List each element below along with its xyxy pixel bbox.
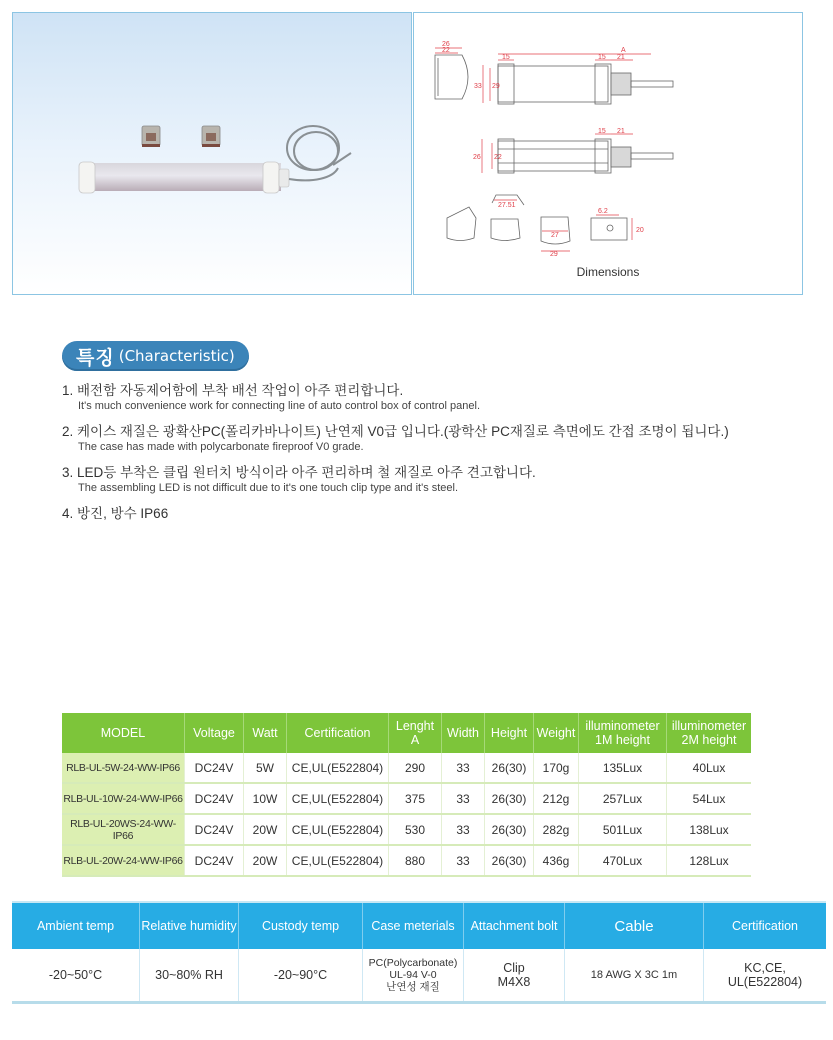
dim-side-height-outer: 26 <box>473 154 481 161</box>
characteristic-title-ko: 특징 <box>76 346 115 369</box>
cell-width: 33 <box>442 783 485 814</box>
mounting-clip-icon <box>202 126 220 147</box>
dim-clip-hole: 6.2 <box>598 208 608 215</box>
dim-side-height-inner: 22 <box>494 154 502 161</box>
spec-table-header <box>12 902 826 949</box>
model-spec-table <box>62 713 751 877</box>
header-custody-temp: Custody temp <box>239 902 363 949</box>
dim-side-cap: 15 <box>598 128 606 135</box>
header-certification: Certification <box>704 902 827 949</box>
value-line: M4X8 <box>497 975 531 989</box>
value: -20~90°C <box>273 968 328 982</box>
value: 18 AWG X 3C 1m <box>590 969 678 981</box>
led-tube-icon <box>79 162 289 193</box>
header-cable: Cable <box>565 902 704 949</box>
feature-list <box>62 382 802 532</box>
header-weight: Weight <box>534 713 579 753</box>
table-row <box>12 949 826 1003</box>
table-row <box>62 783 751 814</box>
cell-length: 530 <box>389 814 442 845</box>
value-line: KC,CE, <box>744 961 786 975</box>
cell-relative-humidity <box>140 949 239 1003</box>
header-case-materials: Case meterials <box>363 902 464 949</box>
header-model: MODEL <box>62 713 185 753</box>
cell-illum-1m: 257Lux <box>579 783 667 814</box>
value-line: Clip <box>503 961 525 975</box>
cell-certification <box>704 949 827 1003</box>
dim-clip-outer: 29 <box>550 251 558 258</box>
dimension-drawing <box>414 13 802 258</box>
dim-end-width-outer: 26 <box>442 41 450 48</box>
value-line: 난연성 재질 <box>386 981 440 993</box>
cell-illum-2m: 128Lux <box>667 845 752 876</box>
feature-en: The assembling LED is not difficult due to it's one touch clip type and it's steel. <box>78 482 459 494</box>
cell-width: 33 <box>442 814 485 845</box>
cell-case-materials <box>363 949 464 1003</box>
header-watt: Watt <box>244 713 287 753</box>
cell-illum-1m: 135Lux <box>579 753 667 783</box>
cell-length: 375 <box>389 783 442 814</box>
feature-ko: 1. 배전함 자동제어함에 부착 배선 작업이 아주 편리합니다. <box>62 383 404 398</box>
header-illum-2m: illuminometer 2M height <box>667 713 752 753</box>
feature-ko: 4. 방진, 방수 IP66 <box>62 506 169 521</box>
cell-certification: CE,UL(E522804) <box>287 814 389 845</box>
dim-clip-height: 20 <box>636 227 644 234</box>
cell-model: RLB-UL-10W-24-WW-IP66 <box>62 783 185 814</box>
cell-height: 26(30) <box>485 845 534 876</box>
dim-end-width-inner: 22 <box>442 47 450 54</box>
model-table-header <box>62 713 751 753</box>
cell-weight: 282g <box>534 814 579 845</box>
cell-cable <box>565 949 704 1003</box>
value-line: PC(Polycarbonate) <box>368 957 458 969</box>
dim-cap-left: 15 <box>502 54 510 61</box>
cell-illum-2m: 138Lux <box>667 814 752 845</box>
table-row <box>62 845 751 876</box>
product-photo <box>13 13 411 294</box>
dim-clip-width: 27.51 <box>498 202 516 209</box>
cell-model: RLB-UL-20W-24-WW-IP66 <box>62 845 185 876</box>
environment-spec-table <box>12 901 826 1004</box>
cell-length: 290 <box>389 753 442 783</box>
cell-weight: 170g <box>534 753 579 783</box>
feature-item <box>62 464 802 495</box>
feature-ko: 2. 케이스 재질은 광확산PC(폴리카바나이트) 난연제 V0급 입니다.(광학산 PC재질로 측면에도 간접 조명이 됩니다.) <box>62 424 729 439</box>
value-line: UL(E522804) <box>727 975 803 989</box>
feature-item <box>62 505 802 522</box>
mounting-clip-icon <box>142 126 160 147</box>
cell-attachment-bolt <box>464 949 565 1003</box>
product-photo-panel <box>12 12 412 295</box>
cell-ambient-temp <box>12 949 140 1003</box>
cell-custody-temp <box>239 949 363 1003</box>
cell-certification: CE,UL(E522804) <box>287 845 389 876</box>
cell-illum-2m: 40Lux <box>667 753 752 783</box>
dim-clip-inner: 27 <box>551 232 559 239</box>
cell-weight: 436g <box>534 845 579 876</box>
cell-watt: 5W <box>244 753 287 783</box>
table-row <box>62 814 751 845</box>
cell-model: RLB-UL-20WS-24-WW-IP66 <box>62 814 185 845</box>
cell-certification: CE,UL(E522804) <box>287 783 389 814</box>
header-attachment-bolt: Attachment bolt <box>464 902 565 949</box>
feature-ko: 3. LED등 부착은 클립 원터치 방식이라 아주 편리하며 철 재질로 아주 견고합니다. <box>62 465 536 480</box>
feature-en: It's much convenience work for connecting line of auto control box of control panel. <box>78 400 480 412</box>
cable-icon <box>287 126 351 180</box>
cell-illum-1m: 501Lux <box>579 814 667 845</box>
dim-height-outer: 33 <box>474 83 482 90</box>
cell-watt: 20W <box>244 814 287 845</box>
dim-length: A <box>621 47 626 54</box>
value: 30~80% RH <box>155 968 223 982</box>
header-height: Height <box>485 713 534 753</box>
cell-illum-2m: 54Lux <box>667 783 752 814</box>
header-length: Lenght A <box>389 713 442 753</box>
cell-voltage: DC24V <box>185 783 244 814</box>
header-certification: Certification <box>287 713 389 753</box>
cell-height: 26(30) <box>485 783 534 814</box>
characteristic-heading <box>62 341 249 371</box>
cell-width: 33 <box>442 753 485 783</box>
dim-cap-right: 15 <box>598 54 606 61</box>
feature-en: The case has made with polycarbonate fireproof V0 grade. <box>78 441 364 453</box>
characteristic-title-en: (Characteristic) <box>118 347 235 365</box>
cell-voltage: DC24V <box>185 845 244 876</box>
value-line: UL-94 V-0 <box>389 969 437 981</box>
header-width: Width <box>442 713 485 753</box>
cell-length: 880 <box>389 845 442 876</box>
table-row <box>62 753 751 783</box>
cell-voltage: DC24V <box>185 753 244 783</box>
cell-width: 33 <box>442 845 485 876</box>
cell-certification: CE,UL(E522804) <box>287 753 389 783</box>
value: -20~50°C <box>48 968 103 982</box>
cell-weight: 212g <box>534 783 579 814</box>
cell-height: 26(30) <box>485 814 534 845</box>
cell-model: RLB-UL-5W-24-WW-IP66 <box>62 753 185 783</box>
dim-height-inner: 29 <box>492 83 500 90</box>
cell-height: 26(30) <box>485 753 534 783</box>
dimensions-caption: Dimensions <box>576 265 640 279</box>
cell-watt: 20W <box>244 845 287 876</box>
dimensions-panel <box>413 12 803 295</box>
feature-item <box>62 382 802 413</box>
feature-item <box>62 423 802 454</box>
header-relative-humidity: Relative humidity <box>140 902 239 949</box>
dim-gland: 21 <box>617 54 625 61</box>
dim-side-gland: 21 <box>617 128 625 135</box>
cell-voltage: DC24V <box>185 814 244 845</box>
cell-watt: 10W <box>244 783 287 814</box>
cell-illum-1m: 470Lux <box>579 845 667 876</box>
header-voltage: Voltage <box>185 713 244 753</box>
header-illum-1m: illuminometer 1M height <box>579 713 667 753</box>
header-ambient-temp: Ambient temp <box>12 902 140 949</box>
